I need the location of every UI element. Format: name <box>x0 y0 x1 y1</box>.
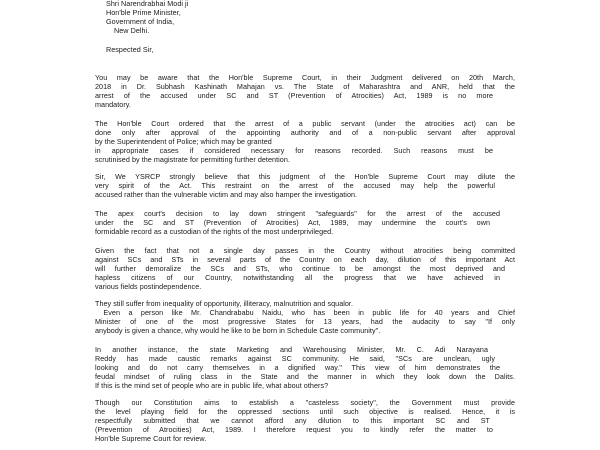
paragraph-line: feudal mindset of ruling class in the State and the manner in which they look down the Dalits. <box>95 372 515 382</box>
paragraph-line: arrest of the accused under SC and ST (Prevention of Atrocities) Act, 1989 is no more <box>95 91 493 101</box>
paragraph-line: If this is the mind set of people who are in public life, what about others? <box>95 381 329 391</box>
paragraph-line: Minister of one of the most progressive States for 13 years, had the audacity to say "If only <box>95 317 515 327</box>
paragraph-line: Given the fact that not a single day passes in the Country without atrocities being committed <box>95 246 515 255</box>
paragraph-line: scrutinised by the magistrate for permitting further detention. <box>95 155 290 165</box>
paragraph-2 <box>95 119 515 164</box>
paragraph-line: (Prevention of Atrocities) Act, 1989. I therefore request you to kindly refer the matter to <box>95 425 493 435</box>
paragraph-line: will further demoralize the SCs and STs, who continue to be amongst the most deprived and <box>95 264 505 274</box>
paragraph-line: accused rather than the vulnerable victim and may also hamper the investigation. <box>95 190 358 200</box>
paragraph-line: under the SC and ST (Prevention of Atrocities) Act, 1989, may undermine the court's own <box>95 218 490 228</box>
paragraph-4 <box>95 209 515 236</box>
paragraph-line: anybody is given a chance, why would he like to be born in Schedule Caste community". <box>95 326 381 336</box>
paragraph-line: 2018 in Dr. Subhash Kashinath Mahajan vs. The State of Maharashtra and ANR, held that the <box>95 82 515 92</box>
paragraph-line: Sir, We YSRCP strongly believe that this judgment of the Hon'ble Supreme Court may dilute the <box>95 172 515 181</box>
paragraph-line: against SCs and STs in several parts of the Country on each day, dilution of this important Act <box>95 255 515 265</box>
paragraph-line: hapless citizens of our Country, notwithstanding all the progress that we have achieved in <box>95 273 500 283</box>
address-line: Shri Narendrabhai Modi ji <box>106 0 189 8</box>
paragraph-line: formidable record as a custodian of the rights of the most underprivileged. <box>95 227 334 237</box>
paragraph-line: looking and do not carry themselves in a dignified way." This view of him demonstrates the <box>95 363 500 373</box>
paragraph-line: various fields postindependence. <box>95 282 202 292</box>
paragraph-line: done only after approval of the appointing authority and of a non-public servant after approval <box>95 128 515 138</box>
paragraph-line: Though our Constitution aims to establish a "casteless society", the Government must provide <box>95 398 515 407</box>
paragraph-line: They still suffer from inequality of opportunity, illiteracy, malnutrition and squalor. <box>95 299 354 308</box>
paragraph-line: mandatory. <box>95 100 131 110</box>
paragraph-1 <box>95 73 515 109</box>
salutation-text: Respected Sir, <box>106 45 154 54</box>
address-line: Hon'ble Prime Minister, <box>106 8 181 18</box>
paragraph-line: Even a person like Mr. Chandrababu Naidu, who has been in public life for 40 years and Chief <box>95 308 515 318</box>
paragraph-line: respectfully submitted that we cannot afford any dilution to this important SC and ST <box>95 416 490 426</box>
address-line: Government of India, <box>106 17 175 27</box>
salutation <box>106 45 526 54</box>
paragraph-line: very spirit of the Act. This restraint on the arrest of the accused may help the powerful <box>95 181 495 191</box>
paragraph-line: The apex court's decision to lay down stringent "safeguards" for the arrest of the accused <box>95 209 500 218</box>
recipient-address <box>106 0 526 35</box>
paragraph-line: the level playing field for the oppressed sections until such objective is realised. Hence, it is <box>95 407 515 417</box>
paragraph-line: In another instance, the state Marketing and Warehousing Minister, Mr. C. Adi Narayana <box>95 345 488 354</box>
paragraph-line: Hon'ble Supreme Court for review. <box>95 434 207 444</box>
paragraph-3 <box>95 172 515 199</box>
paragraph-line: by the Superintendent of Police; which may be granted <box>95 137 272 147</box>
paragraph-5 <box>95 246 515 291</box>
paragraph-line: You may be aware that the Hon'ble Supreme Court, in their Judgment delivered on 20th March, <box>95 73 515 82</box>
paragraph-line: in appropriate cases if considered necessary for reasons recorded. Such reasons must be <box>95 146 493 156</box>
paragraph-line: Reddy has made caustic remarks against SC community. He said, "SCs are unclean, ugly <box>95 354 495 364</box>
address-line: New Delhi. <box>114 26 150 36</box>
paragraph-7 <box>95 345 515 390</box>
paragraph-6 <box>95 299 515 335</box>
paragraph-line: The Hon'ble Court ordered that the arrest of a public servant (under the atrocities act) can be <box>95 119 515 128</box>
paragraph-8 <box>95 398 515 443</box>
